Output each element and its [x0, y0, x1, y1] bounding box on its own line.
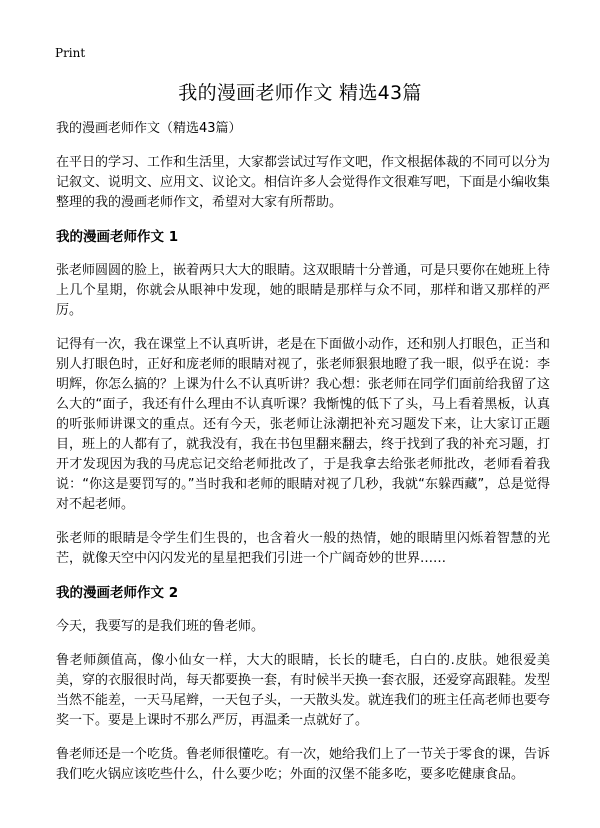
- section-heading-1: 我的漫画老师作文 1: [56, 229, 179, 245]
- section-2-paragraph-1: 今天，我要写的是我们班的鲁老师。: [56, 619, 265, 634]
- section-1-paragraph-3: 张老师的眼睛是令学生们生畏的，也含着火一般的热情，她的眼睛里闪烁着智慧的光芒，就像天空中闪闪发光的星星把我们引进一个广阔奇妙的世界……: [56, 531, 550, 566]
- page-title: 我的漫画老师作文 精选43篇: [178, 82, 422, 104]
- section-heading-2: 我的漫画老师作文 2: [56, 585, 179, 601]
- intro-paragraph: 在平日的学习、工作和生活里，大家都尝试过写作文吧，作文根据体裁的不同可以分为记叙文、说明文、应用文、议论文。相信许多人会觉得作文很难写吧，下面是小编收集整理的我的漫画老师作文，希望对大家有所帮助。: [56, 155, 551, 210]
- article-body: [56, 119, 550, 799]
- section-2-paragraph-2: 鲁老师颜值高，像小仙女一样，大大的眼睛，长长的睫毛，白白的.皮肤。她很爱美美，穿的衣服很时尚，每天都要换一套，有时候半天换一套衣服，还爱穿高跟鞋。发型当然不能差，一天马尾辫，一天包子头，一天散头发。就连我们的班主任高老师也要夸奖一下。要是上课时不那么严厉，再温柔一点就好了。: [56, 653, 551, 728]
- article-subtitle: 我的漫画老师作文（精选43篇）: [56, 121, 242, 136]
- section-2-paragraph-3: 鲁老师还是一个吃货。鲁老师很懂吃。有一次，她给我们上了一节关于零食的课，告诉我们吃火锅应该吃些什么，什么要少吃；外面的汉堡不能多吃，要多吃健康食品。: [56, 747, 551, 782]
- section-1-paragraph-2: 记得有一次，我在课堂上不认真听讲，老是在下面做小动作，还和别人打眼色，正当和别人打眼色时，正好和庞老师的眼睛对视了，张老师狠狠地瞪了我一眼，似乎在说：李明辉，你怎么搞的？上课为什么不认真听讲？我心想：张老师在同学们面前给我留了这么大的“面子，我还有什么理由不认真听课？我惭愧的低下了头，马上看着黑板，认真的听张师讲课文的重点。还有今天，张老师让泳潮把补充习题发下来，让大家订正题目，班上的人都有了，就我没有，我在书包里翻来翻去，终于找到了我的补充习题，打开才发现因为我的马虎忘记交给老师批改了，于是我拿去给张老师批改，老师看着我说：“你这是要罚写的。”当时我和老师的眼睛对视了几秒，我就“东躲西藏”，总是觉得对不起老师。: [56, 337, 551, 512]
- print-link[interactable]: Print: [55, 46, 86, 60]
- section-1-paragraph-1: 张老师圆圆的脸上，嵌着两只大大的眼睛。这双眼睛十分普通，可是只要你在她班上待上几个星期，你就会从眼神中发现，她的眼睛是那样与众不同，那样和谐又那样的严厉。: [56, 263, 551, 318]
